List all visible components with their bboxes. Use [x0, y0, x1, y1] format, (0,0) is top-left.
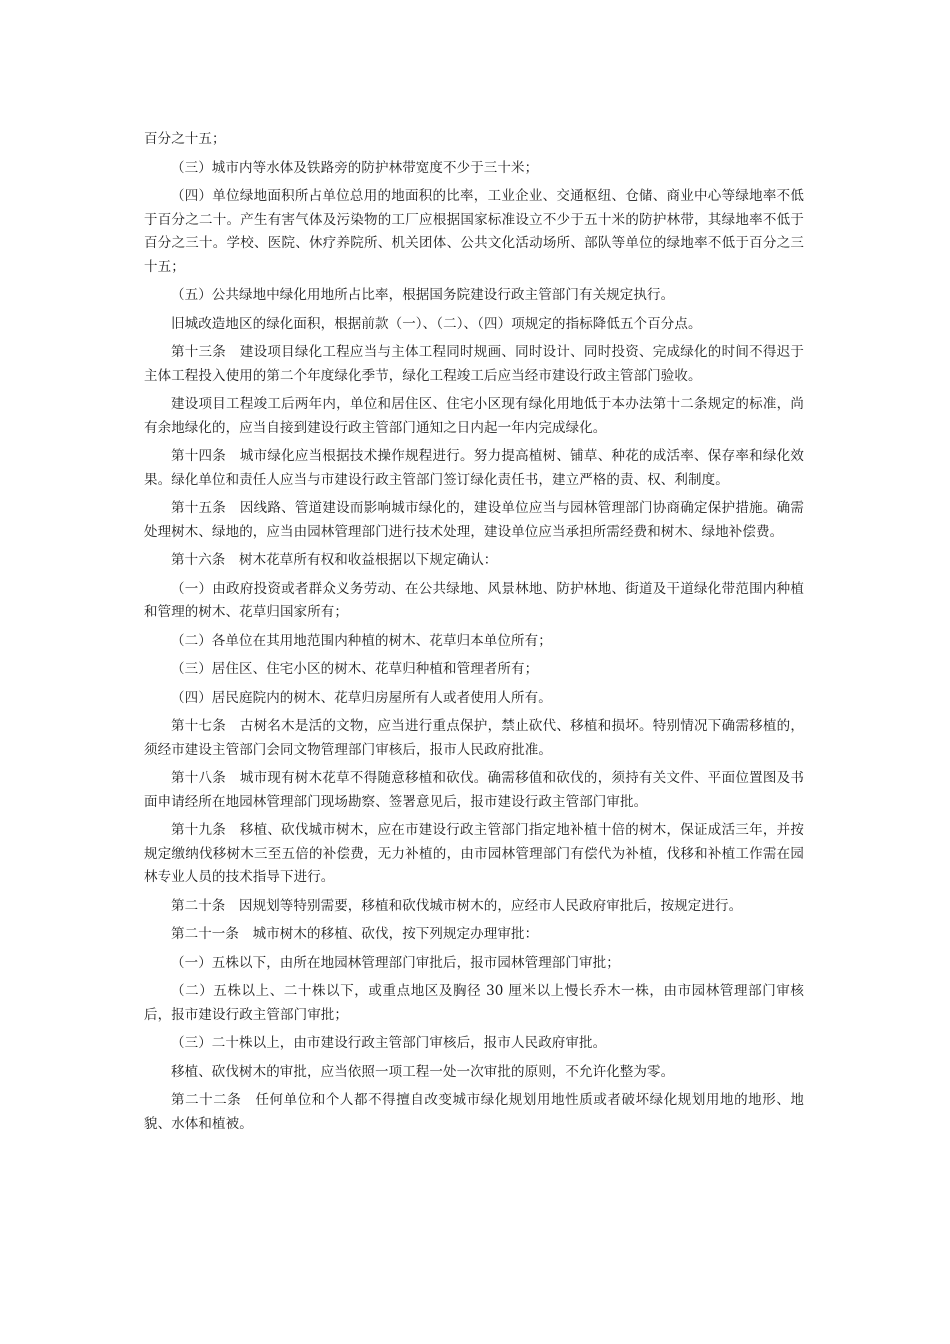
article-16-item-3: （三）居住区、住宅小区的树木、花草归种植和管理者所有；	[171, 661, 539, 677]
article-13: 第十三条 建设项目绿化工程应当与主体工程同时规画、同时设计、同时投资、完成绿化的时间不得迟于主体工程投入使用的第二个年度绿化季节，绿化工程竣工后应当经市建设行政主管部门验收。	[144, 344, 804, 384]
article-16-item-4: （四）居民庭院内的树木、花草归房屋所有人或者使用人所有。	[171, 689, 552, 706]
article-19: 第十九条 移植、砍伐城市树木，应在市建设行政主管部门指定地补植十倍的树木，保证成活三年，并按规定缴纳伐移树木三至五倍的补偿费，无力补植的，由市园林管理部门有偿代为补植，伐移和补植工作需在园林专业人员的技术指导下进行。	[144, 822, 804, 885]
paragraph-2: （三）城市内等水体及铁路旁的防护林带宽度不少于三十米；	[171, 159, 539, 176]
article-16: 第十六条 树木花草所有权和收益根据以下规定确认：	[171, 552, 498, 568]
paragraph-23: 移植、砍伐树木的审批，应当依照一项工程一处一次审批的原则，不允许化整为零。	[171, 1063, 675, 1080]
paragraph-5: 旧城改造地区的绿化面积，根据前款（一）、（二）、（四）项规定的指标降低五个百分点。	[171, 315, 702, 332]
article-15: 第十五条 因线路、管道建设而影响城市绿化的，建设单位应当与园林管理部门协商确定保护措施。确需处理树木、绿地的，应当由园林管理部门进行技术处理，建设单位应当承担所需经费和树木、绿地补偿费。	[144, 500, 804, 540]
article-18: 第十八条 城市现有树木花草不得随意移植和砍伐。确需移值和砍伐的，须持有关文件、平面位置图及书面申请经所在地园林管理部门现场勘察、签署意见后，报市建设行政主管部门审批。	[144, 770, 804, 810]
paragraph-1: 百分之十五；	[144, 131, 226, 147]
paragraph-3: （四）单位绿地面积所占单位总用的地面积的比率，工业企业、交通枢纽、仓储、商业中心等绿地率不低于百分之二十。产生有害气体及污染物的工厂应根据国家标准设立不少于五十米的防护林带，其绿地率不低于百分之三十。学校、医院、休疗养院所、机关团体、公共文化活动场所、部队等单位的绿地率不低于百分之三十五；	[144, 188, 804, 275]
article-21: 第二十一条 城市树木的移植、砍伐，按下列规定办理审批：	[171, 926, 539, 942]
article-14: 第十四条 城市绿化应当根据技术操作规程进行。努力提高植树、铺草、种花的成活率、保存率和绿化效果。绿化单位和责任人应当与市建设行政主管部门签订绿化责任书，建立严格的责、权、利制度。	[144, 448, 804, 488]
article-17: 第十七条 古树名木是活的文物，应当进行重点保护，禁止砍代、移植和损坏。特别情况下确需移植的，须经市建设主管部门会同文物管理部门审核后，报市人民政府批准。	[144, 718, 804, 758]
article-16-item-2: （二）各单位在其用地范围内种植的树木、花草归本单位所有；	[171, 632, 552, 649]
article-21-item-3: （三）二十株以上，由市建设行政主管部门审核后，报市人民政府审批。	[171, 1035, 607, 1051]
paragraph-7: 建设项目工程竣工后两年内，单位和居住区、住宅小区现有绿化用地低于本办法第十二条规定的标准，尚有余地绿化的，应当自接到建设行政主管部门通知之日内起一年内完成绿化。	[144, 396, 804, 436]
article-21-item-1: （一）五株以下，由所在地园林管理部门审批后，报市园林管理部门审批；	[171, 954, 620, 971]
article-20: 第二十条 因规划等特别需要，移植和砍伐城市树木的，应经市人民政府审批后，按规定进行。	[171, 897, 743, 914]
article-16-item-1: （一）由政府投资或者群众义务劳动、在公共绿地、风景林地、防护林地、街道及干道绿化带范围内种植和管理的树木、花草归国家所有；	[144, 580, 804, 620]
document-page	[144, 128, 804, 1141]
article-21-item-2: （二）五株以上、二十株以下，或重点地区及胸径 30 厘米以上慢长乔木一株，由市园林管理部门审核后，报市建设行政主管部门审批；	[144, 983, 804, 1023]
article-22: 第二十二条 任何单位和个人都不得擅自改变城市绿化规划用地性质或者破坏绿化规划用地的地形、地貌、水体和植被。	[144, 1092, 804, 1132]
paragraph-4: （五）公共绿地中绿化用地所占比率，根据国务院建设行政主管部门有关规定执行。	[171, 287, 675, 303]
